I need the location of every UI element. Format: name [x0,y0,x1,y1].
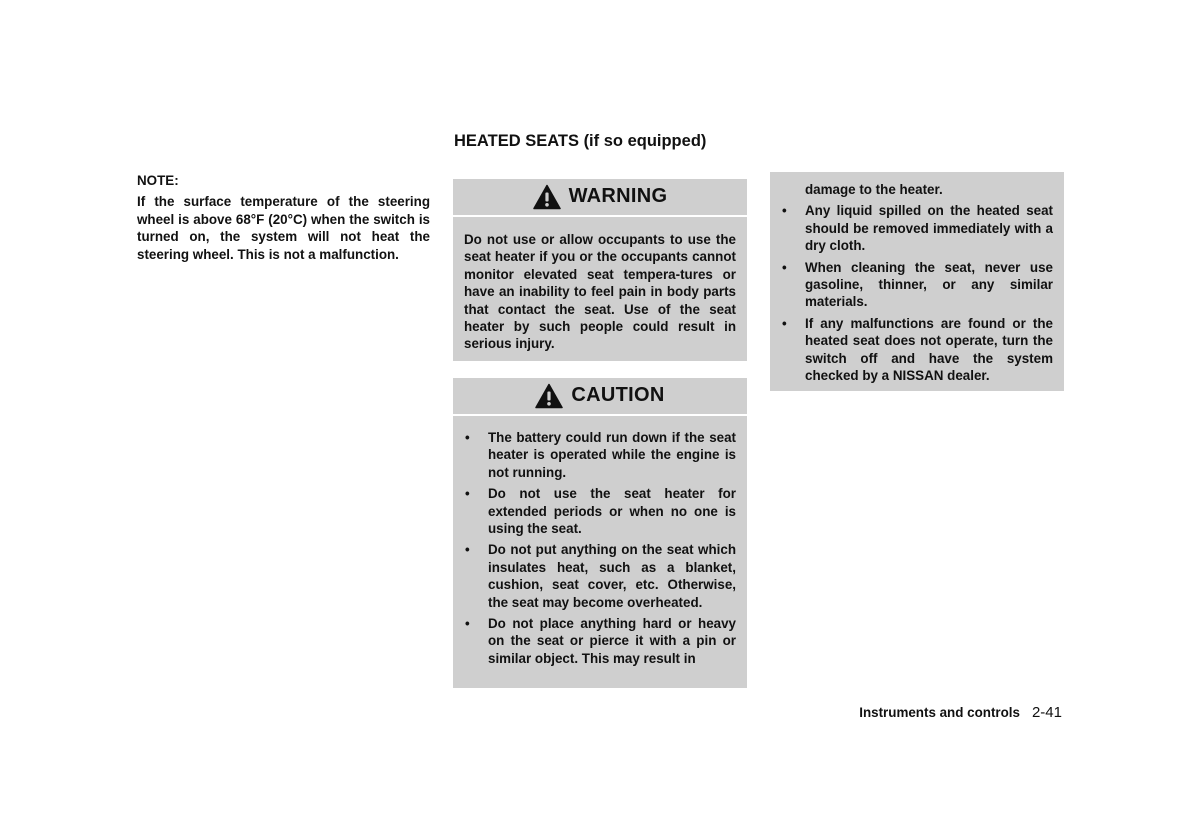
warning-title: WARNING [568,185,668,208]
caution-triangle-icon [535,383,563,409]
bullet-icon: • [465,616,470,632]
warning-text: Do not use or allow occupants to use the seat heater if you or the occupants cannot monitor elevated seat tempera-tures or have an inability to feel pain in body parts that contact the seat. Use of the seat heater by such people could result in serious injury. [464,232,736,352]
caution-header [453,378,747,416]
warning-triangle-icon [533,184,561,210]
chapter-title: Instruments and controls [859,705,1020,720]
section-title: HEATED SEATS (if so equipped) [454,132,707,150]
bullet-icon: • [465,430,470,445]
list-item [464,429,736,481]
list-item [781,259,1053,311]
bullet-icon: • [465,542,470,558]
continued-lead-text: damage to the heater. [805,182,943,197]
warning-box [453,179,747,361]
continued-item-text: Any liquid spilled on the heated seat should be removed immediately with a dry cloth. [805,203,1053,254]
continued-item-text: When cleaning the seat, never use gasoline, thinner, or any similar materials. [805,259,1053,310]
list-item [781,315,1053,385]
continued-list [770,198,1064,384]
list-item [464,615,736,667]
caution-item-text: The battery could run down if the seat heater is operated while the engine is not running. [488,430,736,480]
caution-item-text: Do not put anything on the seat which insulates heat, such as a blanket, cushion, seat cover, etc. Otherwise, the seat may become overheated. [488,542,736,610]
list-item [781,202,1053,254]
page-number: 2-41 [1031,704,1062,721]
bullet-icon: • [465,486,470,502]
bullet-icon: • [782,259,787,275]
bullet-icon: • [782,203,787,219]
list-item [464,541,736,611]
note-label: NOTE: [137,173,179,188]
list-item [464,485,736,537]
note-text: If the surface temperature of the steering wheel is above 68°F (20°C) when the switch is turned on, the system will not heat the steering wheel. This is not a malfunction. [137,194,430,262]
warning-header [453,179,747,217]
page-footer [859,704,1062,721]
continued-item-text: If any malfunctions are found or the heated seat does not operate, turn the switch off and have the system checked by a NISSAN dealer. [805,315,1053,384]
caution-continued-box [770,172,1064,391]
caution-item-text: Do not use the seat heater for extended periods or when no one is using the seat. [488,486,736,537]
caution-list [453,416,747,667]
note-block [137,172,430,263]
caution-title: CAUTION [571,384,665,407]
caution-box [453,378,747,688]
bullet-icon: • [782,315,787,331]
caution-item-text: Do not place anything hard or heavy on the seat or pierce it with a pin or similar object. This may result in [488,616,736,666]
